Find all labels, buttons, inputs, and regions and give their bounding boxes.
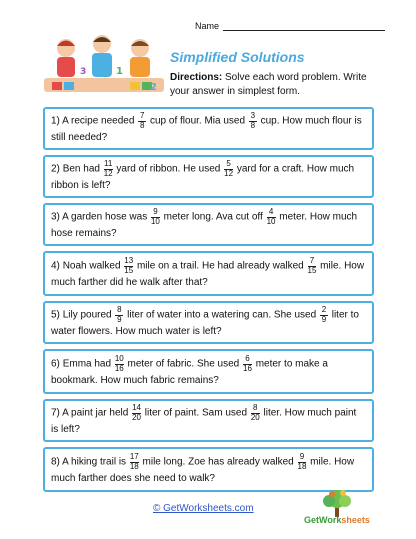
directions <box>170 71 370 99</box>
problem-number: 7) <box>51 407 60 419</box>
problem-card-5 <box>43 301 374 344</box>
problem-text <box>51 208 366 241</box>
fraction <box>130 453 139 471</box>
fraction-numerator: 7 <box>309 256 315 265</box>
fraction-denominator: 16 <box>243 363 252 373</box>
svg-text:3: 3 <box>80 67 87 77</box>
fraction-numerator: 7 <box>139 111 145 120</box>
directions-label: Directions: <box>170 72 223 83</box>
problem-number: 5) <box>51 309 60 321</box>
fraction <box>267 208 276 226</box>
problem-text-segment: A paint jar held <box>62 407 132 419</box>
problem-card-2 <box>43 155 374 198</box>
footer-link[interactable]: © GetWorksheets.com <box>153 503 254 514</box>
problem-text-segment: Noah walked <box>62 260 124 272</box>
name-field <box>195 21 385 31</box>
problem-text <box>51 306 366 339</box>
fraction-denominator: 10 <box>150 216 160 226</box>
problem-text-segment: liter to water flowers. How much water is left? <box>51 309 359 337</box>
problem-number: 1) <box>51 115 60 127</box>
problem-text-segment: meter to make a bookmark. How much fabric remains? <box>51 358 328 386</box>
problem-text-segment: Emma had <box>62 358 114 370</box>
problem-card-7 <box>43 399 374 442</box>
fraction-denominator: 15 <box>124 265 134 275</box>
problem-text <box>51 112 366 145</box>
problem-text <box>51 404 366 437</box>
fraction-numerator: 3 <box>250 111 256 120</box>
fraction-numerator: 9 <box>299 452 305 461</box>
fraction-denominator: 20 <box>250 412 260 422</box>
fraction <box>132 404 141 422</box>
problem-text-segment: mile. How much farther does she need to walk? <box>51 456 355 484</box>
logo-text-b: sheets <box>341 515 370 525</box>
problem-text-segment: meter long. Ava cut off <box>160 211 266 223</box>
page-title: Simplified Solutions <box>170 49 305 65</box>
problem-text <box>51 355 366 388</box>
fraction-denominator: 10 <box>266 216 276 226</box>
fraction-denominator: 12 <box>224 168 234 178</box>
problem-number: 6) <box>51 358 60 370</box>
fraction-numerator: 6 <box>245 354 250 363</box>
svg-text:2: 2 <box>150 82 157 93</box>
problem-text <box>51 257 366 290</box>
fraction <box>320 306 328 324</box>
fraction-numerator: 4 <box>268 207 274 216</box>
fraction-denominator: 12 <box>103 168 113 178</box>
name-label: Name <box>195 21 220 31</box>
fraction <box>308 257 317 275</box>
fraction-numerator: 8 <box>117 305 122 314</box>
fraction-denominator: 8 <box>250 120 256 130</box>
fraction-numerator: 13 <box>124 256 134 265</box>
problem-number: 8) <box>51 456 60 468</box>
problem-text-segment: A recipe needed <box>62 115 138 127</box>
fraction-numerator: 14 <box>132 403 141 412</box>
fraction-denominator: 18 <box>129 461 139 471</box>
fraction <box>251 404 260 422</box>
problem-text-segment: A hiking trail is <box>62 456 129 468</box>
problem-text-segment: yard for a craft. How much ribbon is left? <box>51 163 355 191</box>
problem-text-segment: liter of water into a watering can. She used <box>124 309 319 321</box>
fraction-numerator: 17 <box>129 452 139 461</box>
fraction-denominator: 16 <box>114 363 124 373</box>
problem-number: 4) <box>51 260 60 272</box>
problem-text-segment: Ben had <box>62 163 103 175</box>
problem-card-8 <box>43 447 374 492</box>
fraction-numerator: 5 <box>226 159 231 168</box>
problem-list <box>43 107 374 497</box>
problem-text-segment: mile. How much farther did he walk after that? <box>51 260 365 288</box>
fraction <box>115 306 123 324</box>
fraction-numerator: 10 <box>114 354 124 363</box>
problem-text-segment: yard of ribbon. He used <box>113 163 224 175</box>
problem-text-segment: cup. How much flour is still needed? <box>51 115 362 143</box>
problem-number: 3) <box>51 211 60 223</box>
problem-text-segment: liter of paint. Sam used <box>141 407 250 419</box>
problem-text <box>51 160 366 193</box>
problem-text-segment: mile on a trail. He had already walked <box>134 260 307 272</box>
problem-card-3 <box>43 203 374 246</box>
fraction-denominator: 9 <box>321 314 327 324</box>
fraction <box>243 355 252 373</box>
problem-number: 2) <box>51 163 60 175</box>
problem-text-segment: meter. How much hose remains? <box>51 211 358 239</box>
problem-text-segment: liter. How much paint is left? <box>51 407 357 435</box>
fraction <box>224 160 233 178</box>
problem-card-4 <box>43 251 374 296</box>
fraction-denominator: 18 <box>297 461 307 471</box>
children-study-clipart <box>44 30 164 94</box>
name-line[interactable] <box>223 21 385 31</box>
problem-text <box>51 453 366 486</box>
fraction <box>104 160 113 178</box>
problem-text-segment: mile long. Zoe has already walked <box>139 456 297 468</box>
problem-text-segment: cup of flour. Mia used <box>147 115 248 127</box>
logo-wordmark <box>304 515 370 525</box>
svg-text:1: 1 <box>116 66 123 77</box>
fraction <box>298 453 307 471</box>
fraction-numerator: 8 <box>253 403 258 412</box>
problem-text-segment: Lily poured <box>62 309 115 321</box>
problem-card-1 <box>43 107 374 150</box>
fraction <box>249 112 257 130</box>
fraction <box>138 112 146 130</box>
fraction <box>151 208 160 226</box>
fraction-denominator: 9 <box>117 314 122 324</box>
problem-card-6 <box>43 349 374 394</box>
fraction-denominator: 8 <box>139 120 145 130</box>
fraction-denominator: 20 <box>132 412 141 422</box>
logo-text-a: GetWork <box>304 515 342 525</box>
fraction <box>124 257 133 275</box>
problem-text-segment: A garden hose was <box>62 211 150 223</box>
fraction-denominator: 15 <box>307 265 317 275</box>
fraction <box>115 355 124 373</box>
fraction-numerator: 2 <box>321 305 327 314</box>
fraction-numerator: 11 <box>104 159 113 168</box>
directions-text: Solve each word problem. Write your answer in simplest form. <box>170 72 367 97</box>
fraction-numerator: 9 <box>153 207 158 216</box>
problem-text-segment: meter of fabric. She used <box>124 358 243 370</box>
